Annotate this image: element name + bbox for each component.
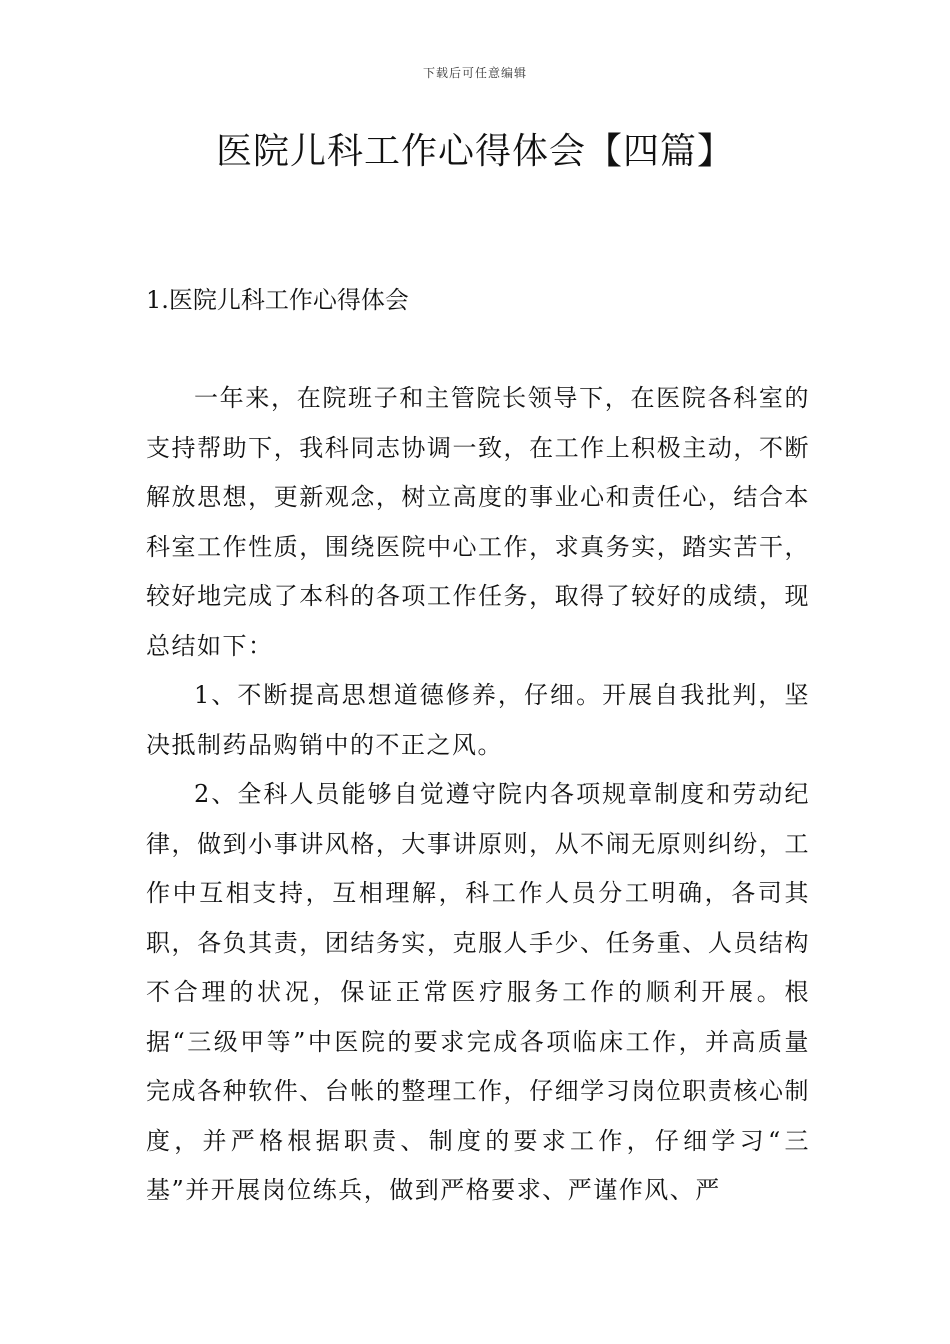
paragraph-point-2: 2、全科人员能够自觉遵守院内各项规章制度和劳动纪律，做到小事讲风格，大事讲原则，从不闹无原则纠纷，工作中互相支持，互相理解，科工作人员分工明确，各司其职，各负其责，团结务实，克服人手少、任务重、人员结构不合理的状况，保证正常医疗服务工作的顺利开展。根据“三级甲等”中医院的要求完成各项临床工作，并高质量完成各种软件、台帐的整理工作，仔细学习岗位职责核心制度，并严格根据职责、制度的要求工作，仔细学习“三基”并开展岗位练兵，做到严格要求、严谨作风、严 [146,780,810,1204]
section-heading: 1.医院儿科工作心得体会 [146,286,409,314]
paragraph-intro: 一年来，在院班子和主管院长领导下，在医院各科室的支持帮助下，我科同志协调一致，在工作上积极主动，不断解放思想，更新观念，树立高度的事业心和责任心，结合本科室工作性质，围绕医院中心工作，求真务实，踏实苦干，较好地完成了本科的各项工作任务，取得了较好的成绩，现总结如下： [146,384,810,660]
document-title: 医院儿科工作心得体会【四篇】 [215,131,734,172]
body-text [146,374,810,1216]
header-note: 下载后可任意编辑 [422,66,527,80]
paragraph-point-1: 1、不断提高思想道德修养，仔细。开展自我批判，坚决抵制药品购销中的不正之风。 [146,681,810,759]
